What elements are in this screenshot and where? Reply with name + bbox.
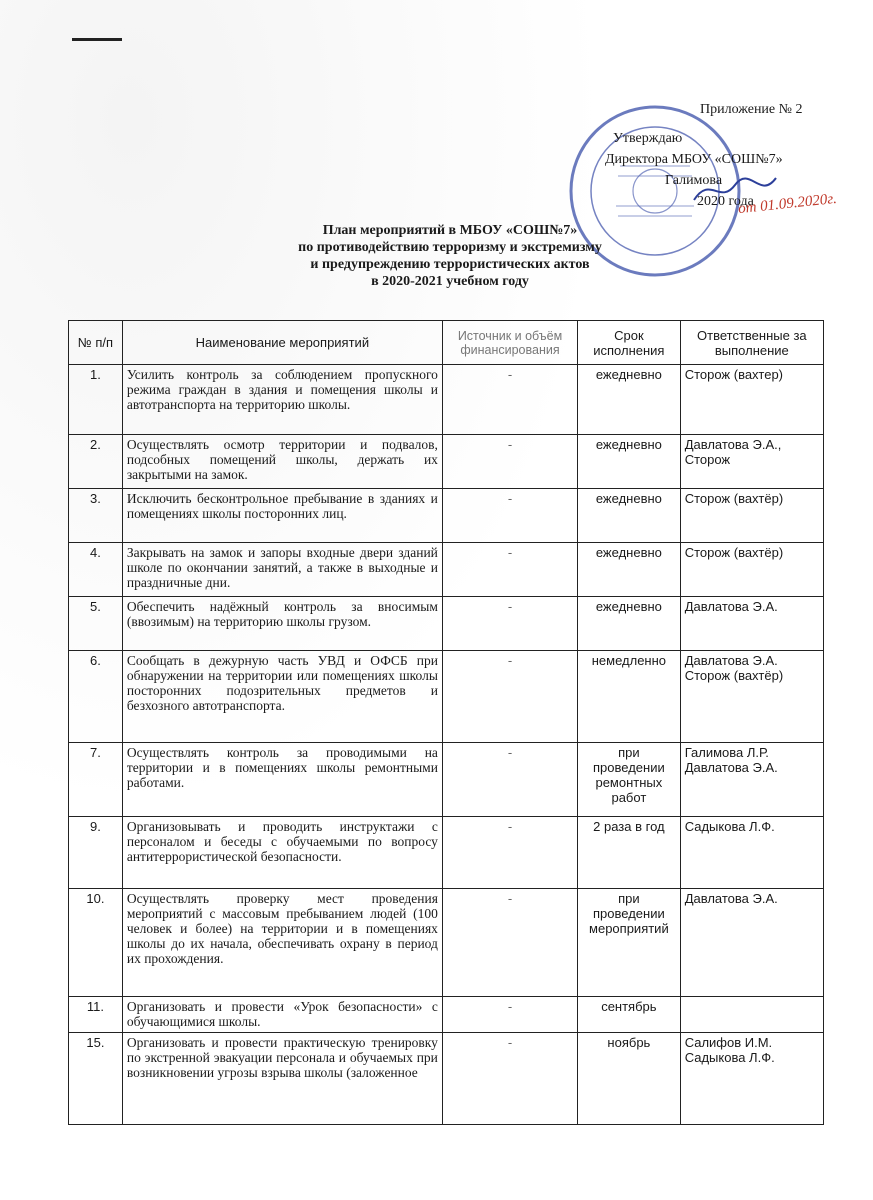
row-resp: Галимова Л.Р. Давлатова Э.А. bbox=[680, 743, 823, 817]
row-num: 2. bbox=[69, 435, 123, 489]
row-action: Осуществлять осмотр территории и подвалов, подсобных помещений школы, держать их закрытыми на замок. bbox=[122, 435, 442, 489]
row-resp: Давлатова Э.А. bbox=[680, 597, 823, 651]
row-term: сентябрь bbox=[578, 997, 681, 1033]
approve-line: 2020 года bbox=[697, 194, 754, 209]
title-line: План мероприятий в МБОУ «СОШ№7» bbox=[322, 223, 578, 238]
row-term: при проведении ремонтных работ bbox=[578, 743, 681, 817]
row-action: Исключить бесконтрольное пребывание в зданиях и помещениях школы посторонних лиц. bbox=[122, 489, 442, 543]
row-source: - bbox=[442, 651, 577, 743]
row-action: Осуществлять проверку мест проведения мероприятий с массовым пребыванием людей (100 человек и более) на территории и в помещениях школы до их начала, обеспечивать охрану в период их прохождения. bbox=[122, 889, 442, 997]
approve-line: Директора МБОУ «СОШ№7» bbox=[605, 152, 783, 167]
row-source: - bbox=[442, 817, 577, 889]
row-source: - bbox=[442, 997, 577, 1033]
row-resp bbox=[680, 997, 823, 1033]
header-term: Срок исполнения bbox=[578, 321, 681, 365]
row-resp: Салифов И.М. Садыкова Л.Ф. bbox=[680, 1033, 823, 1125]
row-term: ежедневно bbox=[578, 597, 681, 651]
scan-mark bbox=[72, 38, 122, 41]
appendix-label: Приложение № 2 bbox=[700, 102, 803, 117]
row-num: 5. bbox=[69, 597, 123, 651]
row-num: 11. bbox=[69, 997, 123, 1033]
table-row bbox=[69, 365, 824, 435]
table-row bbox=[69, 889, 824, 997]
title-line: по противодействию терроризму и экстремизму bbox=[298, 240, 602, 255]
row-term: ежедневно bbox=[578, 365, 681, 435]
row-term: ноябрь bbox=[578, 1033, 681, 1125]
row-resp: Давлатова Э.А. Сторож (вахтёр) bbox=[680, 651, 823, 743]
row-action: Сообщать в дежурную часть УВД и ОФСБ при обнаружении на территории или помещениях школы посторонних подозрительных предметов и безхозного автотранспорта. bbox=[122, 651, 442, 743]
row-source: - bbox=[442, 743, 577, 817]
row-num: 10. bbox=[69, 889, 123, 997]
table-row bbox=[69, 651, 824, 743]
row-num: 9. bbox=[69, 817, 123, 889]
table-row bbox=[69, 1033, 824, 1125]
title-line: в 2020-2021 учебном году bbox=[371, 274, 529, 289]
row-resp: Сторож (вахтёр) bbox=[680, 543, 823, 597]
row-num: 7. bbox=[69, 743, 123, 817]
header-action: Наименование мероприятий bbox=[122, 321, 442, 365]
row-resp: Садыкова Л.Ф. bbox=[680, 817, 823, 889]
row-action: Организовать и провести практическую тренировку по экстренной эвакуации персонала и обучаемых при возникновении угрозы взрыва школы (заложенное bbox=[122, 1033, 442, 1125]
row-source: - bbox=[442, 889, 577, 997]
row-term: немедленно bbox=[578, 651, 681, 743]
table-row bbox=[69, 543, 824, 597]
row-num: 3. bbox=[69, 489, 123, 543]
row-term: ежедневно bbox=[578, 489, 681, 543]
row-source: - bbox=[442, 435, 577, 489]
row-num: 4. bbox=[69, 543, 123, 597]
handwritten-date: от 01.09.2020г. bbox=[737, 190, 838, 218]
row-action: Организовывать и проводить инструктажи с персоналом и беседы с обучаемыми по вопросу антитеррористической безопасности. bbox=[122, 817, 442, 889]
table-row bbox=[69, 743, 824, 817]
row-action: Обеспечить надёжный контроль за вносимым (ввозимым) на территорию школы грузом. bbox=[122, 597, 442, 651]
row-action: Усилить контроль за соблюдением пропускного режима граждан в здания и помещения школы и автотранспорта на территорию школы. bbox=[122, 365, 442, 435]
row-term: ежедневно bbox=[578, 543, 681, 597]
row-resp: Давлатова Э.А. bbox=[680, 889, 823, 997]
table-row bbox=[69, 597, 824, 651]
row-term: ежедневно bbox=[578, 435, 681, 489]
row-num: 15. bbox=[69, 1033, 123, 1125]
approve-line: Утверждаю bbox=[613, 131, 683, 146]
row-resp: Сторож (вахтёр) bbox=[680, 489, 823, 543]
row-source: - bbox=[442, 597, 577, 651]
row-source: - bbox=[442, 543, 577, 597]
row-term: 2 раза в год bbox=[578, 817, 681, 889]
row-action: Организовать и провести «Урок безопасности» с обучающимися школы. bbox=[122, 997, 442, 1033]
table-row bbox=[69, 435, 824, 489]
row-action: Закрывать на замок и запоры входные двери зданий школе по окончании занятий, а также в выходные и праздничные дни. bbox=[122, 543, 442, 597]
row-source: - bbox=[442, 1033, 577, 1125]
row-source: - bbox=[442, 365, 577, 435]
row-term: при проведении мероприятий bbox=[578, 889, 681, 997]
header-source: Источник и объём финансирования bbox=[442, 321, 577, 365]
header-resp: Ответственные за выполнение bbox=[680, 321, 823, 365]
document-title bbox=[200, 222, 700, 290]
row-resp: Сторож (вахтер) bbox=[680, 365, 823, 435]
row-resp: Давлатова Э.А., Сторож bbox=[680, 435, 823, 489]
plan-table bbox=[68, 320, 824, 1125]
title-line: и предупреждению террористических актов bbox=[310, 257, 590, 272]
row-num: 6. bbox=[69, 651, 123, 743]
row-source: - bbox=[442, 489, 577, 543]
table-row bbox=[69, 817, 824, 889]
table-row bbox=[69, 997, 824, 1033]
row-num: 1. bbox=[69, 365, 123, 435]
table-row bbox=[69, 489, 824, 543]
approve-line: Галимова bbox=[665, 173, 723, 188]
row-action: Осуществлять контроль за проводимыми на территории и в помещениях школы ремонтными работами. bbox=[122, 743, 442, 817]
header-num: № п/п bbox=[69, 321, 123, 365]
